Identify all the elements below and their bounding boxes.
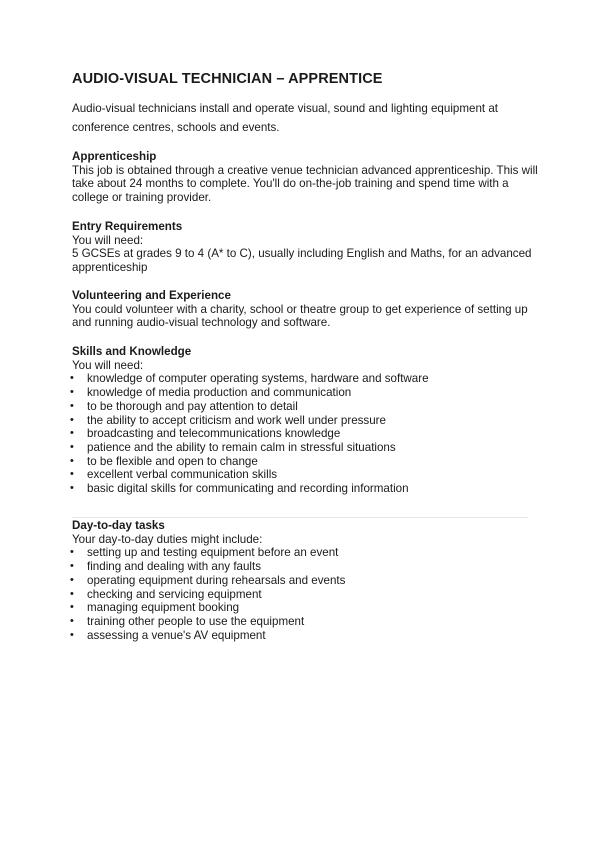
list-item bbox=[72, 601, 542, 615]
list-item bbox=[72, 386, 542, 400]
list-item-text: to be flexible and open to change bbox=[87, 454, 258, 468]
bullet-icon: • bbox=[70, 399, 74, 412]
list-item bbox=[72, 482, 542, 496]
entry-requirements-lead: You will need: bbox=[72, 233, 144, 247]
list-item-text: patience and the ability to remain calm in stressful situations bbox=[87, 440, 396, 454]
list-item-text: operating equipment during rehearsals and events bbox=[87, 573, 346, 587]
list-item-text: managing equipment booking bbox=[87, 601, 240, 615]
list-item-text: finding and dealing with any faults bbox=[87, 560, 262, 574]
entry-requirements-heading: Entry Requirements bbox=[72, 220, 183, 233]
intro-paragraph: Audio-visual technicians install and operate visual, sound and lighting equipment at conference centres, schools and events. bbox=[72, 102, 499, 134]
bullet-icon: • bbox=[70, 372, 74, 385]
day-to-day-section bbox=[72, 519, 542, 642]
day-to-day-list bbox=[72, 546, 542, 642]
bullet-icon: • bbox=[70, 587, 74, 600]
list-item bbox=[72, 468, 542, 482]
bullet-icon: • bbox=[70, 468, 74, 481]
list-item bbox=[72, 588, 542, 602]
day-to-day-heading: Day-to-day tasks bbox=[72, 519, 165, 532]
bullet-icon: • bbox=[70, 454, 74, 467]
day-to-day-lead: Your day-to-day duties might include: bbox=[72, 532, 263, 546]
list-item-text: knowledge of media production and communication bbox=[87, 386, 352, 400]
page-title: AUDIO-VISUAL TECHNICIAN – APPRENTICE bbox=[72, 71, 383, 87]
apprenticeship-section bbox=[72, 150, 542, 205]
skills-list bbox=[72, 372, 542, 495]
bullet-icon: • bbox=[70, 601, 74, 614]
list-item-text: broadcasting and telecommunications knowledge bbox=[87, 427, 341, 441]
list-item-text: excellent verbal communication skills bbox=[87, 468, 278, 482]
list-item bbox=[72, 615, 542, 629]
list-item bbox=[72, 574, 542, 588]
bullet-icon: • bbox=[70, 628, 74, 641]
list-item-text: training other people to use the equipment bbox=[87, 614, 305, 628]
entry-requirements-text: 5 GCSEs at grades 9 to 4 (A* to C), usually including English and Maths, for an advanced apprenticeship bbox=[72, 247, 532, 275]
apprenticeship-text: This job is obtained through a creative venue technician advanced apprenticeship. This will take about 24 months to complete. You'll do on-the-job training and spend time with a college or training provider. bbox=[72, 163, 538, 205]
entry-requirements-section bbox=[72, 220, 542, 275]
bullet-icon: • bbox=[70, 573, 74, 586]
list-item-text: to be thorough and pay attention to detail bbox=[87, 399, 298, 413]
bullet-icon: • bbox=[70, 386, 74, 399]
list-item bbox=[72, 400, 542, 414]
volunteering-section bbox=[72, 289, 542, 330]
skills-heading: Skills and Knowledge bbox=[72, 345, 192, 358]
bullet-icon: • bbox=[70, 427, 74, 440]
skills-lead: You will need: bbox=[72, 358, 144, 372]
section-divider bbox=[72, 517, 528, 518]
list-item-text: setting up and testing equipment before an event bbox=[87, 546, 339, 560]
list-item-text: the ability to accept criticism and work well under pressure bbox=[87, 413, 386, 427]
volunteering-text: You could volunteer with a charity, school or theatre group to get experience of setting up and running audio-visual technology and software. bbox=[72, 302, 528, 330]
list-item bbox=[72, 441, 542, 455]
apprenticeship-heading: Apprenticeship bbox=[72, 150, 157, 163]
bullet-icon: • bbox=[70, 440, 74, 453]
list-item bbox=[72, 546, 542, 560]
list-item-text: knowledge of computer operating systems, hardware and software bbox=[87, 372, 429, 386]
volunteering-heading: Volunteering and Experience bbox=[72, 289, 231, 302]
list-item-text: assessing a venue's AV equipment bbox=[87, 628, 266, 642]
list-item bbox=[72, 629, 542, 643]
skills-section bbox=[72, 345, 542, 496]
list-item-text: checking and servicing equipment bbox=[87, 587, 262, 601]
list-item-text: basic digital skills for communicating and recording information bbox=[87, 482, 409, 496]
list-item bbox=[72, 414, 542, 428]
list-item bbox=[72, 455, 542, 469]
bullet-icon: • bbox=[70, 482, 74, 495]
bullet-icon: • bbox=[70, 614, 74, 627]
bullet-icon: • bbox=[70, 546, 74, 559]
bullet-icon: • bbox=[70, 560, 74, 573]
bullet-icon: • bbox=[70, 413, 74, 426]
list-item bbox=[72, 427, 542, 441]
list-item bbox=[72, 372, 542, 386]
list-item bbox=[72, 560, 542, 574]
